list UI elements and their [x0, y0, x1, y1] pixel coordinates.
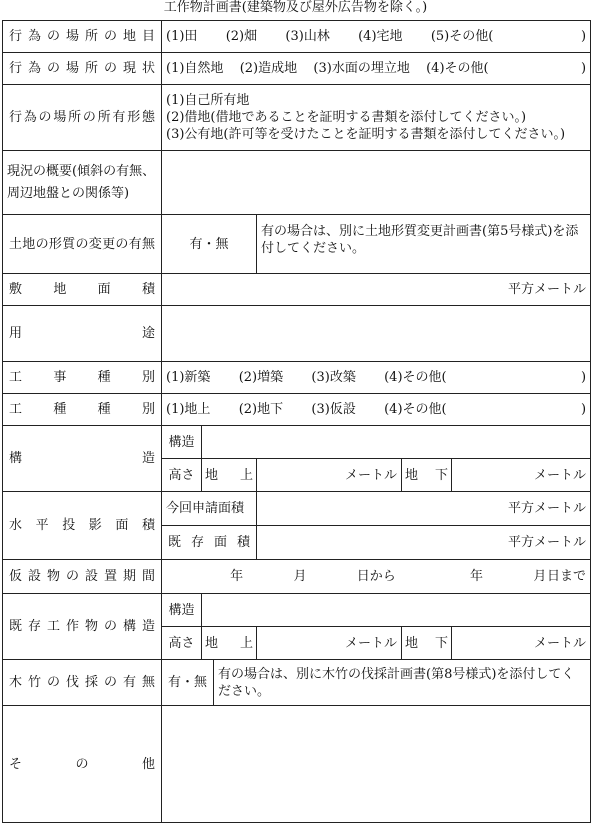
note-bassai: 有の場合は、別に木竹の伐採計画書(第8号様式)を添付してください。 — [214, 660, 591, 706]
option-shinchiku[interactable]: (1)新築 — [166, 370, 211, 385]
field-kasetsu-period[interactable] — [162, 560, 591, 594]
paren-close: ) — [580, 370, 587, 385]
options-kosyu[interactable] — [162, 394, 591, 426]
option-sanrin[interactable]: (3)山林 — [285, 29, 330, 44]
option-kaichiku[interactable]: (3)改築 — [311, 370, 356, 385]
year-to: 年 — [470, 569, 484, 584]
label-kison-kozo: 構造 — [162, 594, 202, 627]
option-sonota[interactable]: (4)その他( — [384, 402, 447, 417]
row-chimoku — [3, 21, 591, 53]
field-kozo[interactable] — [202, 426, 591, 459]
field-kison-above-height[interactable]: メートル — [257, 627, 402, 660]
options-koji[interactable] — [162, 362, 591, 394]
day-to: 日まで — [547, 569, 587, 584]
row-sonota — [3, 706, 591, 823]
note-keishitsu: 有の場合は、別に土地形質変更計画書(第5号様式)を添付してください。 — [257, 215, 591, 274]
options-shoyu[interactable] — [162, 85, 591, 151]
option-chika[interactable]: (2)地下 — [238, 402, 284, 417]
month-to: 月 — [533, 569, 547, 584]
option-umetate[interactable]: (3)水面の埋立地 — [313, 61, 410, 76]
row-kosyu — [3, 394, 591, 426]
option-chijo[interactable]: (1)地上 — [166, 402, 211, 417]
row-suihei-current — [3, 492, 591, 526]
year-from: 年 — [230, 569, 244, 584]
field-current-area[interactable]: 平方メートル — [257, 492, 591, 526]
field-kison-kozo[interactable] — [202, 594, 591, 627]
label-kison: 既存工作物の構造 — [3, 594, 162, 660]
label-kozo: 構造 — [3, 426, 162, 492]
option-jiko[interactable]: (1)自己所有地 — [166, 93, 250, 108]
row-gaiyo — [3, 151, 591, 215]
option-shakuchi[interactable]: (2)借地(借地であることを証明する書類を添付してください。) — [166, 110, 527, 125]
label-kozo-sub: 構造 — [162, 426, 202, 459]
option-zoseichi[interactable]: (2)造成地 — [239, 61, 298, 76]
row-genkyo — [3, 53, 591, 85]
row-keishitsu — [3, 215, 591, 274]
option-zochiku[interactable]: (2)増築 — [238, 370, 284, 385]
label-kosyu: 工種種別 — [3, 394, 162, 426]
label-shikichi: 敷地面積 — [3, 274, 162, 306]
label-below: 地下 — [402, 459, 452, 492]
label-kasetsu: 仮設物の設置期間 — [3, 560, 162, 594]
options-chimoku[interactable] — [162, 21, 591, 53]
option-hatake[interactable]: (2)畑 — [225, 29, 258, 44]
field-existing-area[interactable]: 平方メートル — [257, 526, 591, 560]
option-shizenchi[interactable]: (1)自然地 — [166, 61, 224, 76]
row-yoto — [3, 306, 591, 362]
label-genkyo: 行為の場所の現状 — [3, 53, 162, 85]
month-from: 月 — [293, 569, 307, 584]
row-bassai — [3, 660, 591, 706]
row-koji — [3, 362, 591, 394]
label-current: 今回申請面積 — [162, 492, 257, 526]
choice-keishitsu[interactable]: 有・無 — [162, 215, 257, 274]
row-kasetsu — [3, 560, 591, 594]
option-kasetsu[interactable]: (3)仮設 — [311, 402, 356, 417]
plan-table — [2, 20, 591, 823]
field-below-height[interactable]: メートル — [452, 459, 591, 492]
label-suihei: 水平投影面積 — [3, 492, 162, 560]
field-above-height[interactable]: メートル — [257, 459, 402, 492]
label-koji: 工事種別 — [3, 362, 162, 394]
label-kison-below: 地下 — [402, 627, 452, 660]
label-yoto: 用途 — [3, 306, 162, 362]
label-gaiyo: 現況の概要(傾斜の有無、周辺地盤との関係等) — [3, 151, 162, 215]
label-sonota: その他 — [3, 706, 162, 823]
paren-close: ) — [580, 61, 587, 76]
label-chimoku: 行為の場所の地目 — [3, 21, 162, 53]
field-shikichi[interactable]: 平方メートル — [162, 274, 591, 306]
field-sonota[interactable] — [162, 706, 591, 823]
label-above: 地上 — [202, 459, 257, 492]
row-shoyu — [3, 85, 591, 151]
option-sonota[interactable]: (5)その他( — [430, 29, 494, 44]
label-keishitsu: 土地の形質の変更の有無 — [3, 215, 162, 274]
label-bassai: 木竹の伐採の有無 — [3, 660, 162, 706]
row-kozo-structure — [3, 426, 591, 459]
option-takuchi[interactable]: (4)宅地 — [358, 29, 403, 44]
row-shikichi — [3, 274, 591, 306]
field-kison-below-height[interactable]: メートル — [452, 627, 591, 660]
row-kison-structure — [3, 594, 591, 627]
options-genkyo[interactable] — [162, 53, 591, 85]
paren-close: ) — [580, 402, 587, 417]
day-from: 日から — [356, 569, 396, 584]
label-kison-above: 地上 — [202, 627, 257, 660]
label-kison-height: 高さ — [162, 627, 202, 660]
field-gaiyo[interactable] — [162, 151, 591, 215]
label-shoyu: 行為の場所の所有形態 — [3, 85, 162, 151]
option-sonota[interactable]: (4)その他( — [384, 370, 447, 385]
field-yoto[interactable] — [162, 306, 591, 362]
label-existing: 既存面積 — [162, 526, 257, 560]
option-koyuchi[interactable]: (3)公有地(許可等を受けたことを証明する書類を添付してください。) — [166, 127, 566, 142]
option-ta[interactable]: (1)田 — [166, 29, 198, 44]
choice-bassai[interactable]: 有・無 — [162, 660, 214, 706]
option-sonota[interactable]: (4)その他( — [426, 61, 489, 76]
form-title: 工作物計画書(建築物及び屋外広告物を除く。) — [163, 0, 428, 15]
paren-close: ) — [580, 29, 587, 44]
label-height: 高さ — [162, 459, 202, 492]
